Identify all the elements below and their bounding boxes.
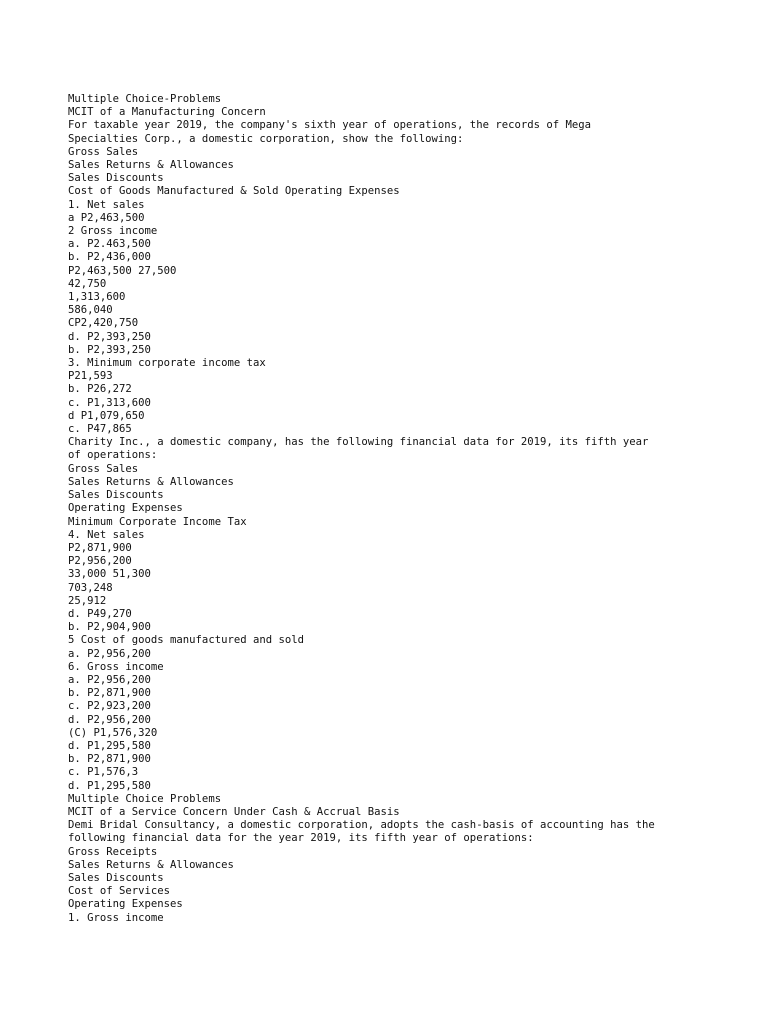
- document-line: Sales Discounts: [68, 489, 164, 502]
- document-line: Specialties Corp., a domestic corporation, show the following:: [68, 132, 464, 145]
- document-line: 1,313,600: [68, 291, 126, 304]
- document-line: d. P2,393,250: [68, 330, 151, 343]
- document-line: 586,040: [68, 304, 113, 317]
- document-line: (C) P1,576,320: [68, 726, 158, 739]
- document-line: Multiple Choice Problems: [68, 792, 222, 805]
- document-line: c. P47,865: [68, 423, 132, 436]
- document-line: a. P2,956,200: [68, 647, 151, 660]
- document-line: d. P49,270: [68, 607, 132, 620]
- document-line: c. P1,576,3: [68, 766, 139, 779]
- document-line: d. P2,956,200: [68, 713, 151, 726]
- document-line: Sales Returns & Allowances: [68, 159, 234, 172]
- document-line: P2,956,200: [68, 555, 132, 568]
- document-line: CP2,420,750: [68, 317, 139, 330]
- document-line: Charity Inc., a domestic company, has the following financial data for 2019, its fifth year: [68, 436, 649, 449]
- document-line: P2,871,900: [68, 541, 132, 554]
- document-line: Gross Sales: [68, 462, 139, 475]
- document-line: b. P2,904,900: [68, 621, 151, 634]
- document-line: Sales Returns & Allowances: [68, 858, 234, 871]
- document-line: For taxable year 2019, the company's sixth year of operations, the records of Mega: [68, 119, 591, 132]
- document-line: 42,750: [68, 277, 107, 290]
- document-line: P2,463,500 27,500: [68, 264, 177, 277]
- document-line: Operating Expenses: [68, 898, 183, 911]
- document-line: Gross Sales: [68, 145, 139, 158]
- document-line: 25,912: [68, 594, 107, 607]
- document-line: 2 Gross income: [68, 225, 158, 238]
- document-line: P21,593: [68, 370, 113, 383]
- document-line: Demi Bridal Consultancy, a domestic corporation, adopts the cash-basis of accounting has the: [68, 819, 655, 832]
- document-line: a. P2.463,500: [68, 238, 151, 251]
- document-line: b. P2,436,000: [68, 251, 151, 264]
- document-line: Sales Discounts: [68, 871, 164, 884]
- document-line: 1. Gross income: [68, 911, 164, 924]
- document-line: 703,248: [68, 581, 113, 594]
- document-line: d P1,079,650: [68, 409, 145, 422]
- document-line: a P2,463,500: [68, 211, 145, 224]
- document-line: d. P1,295,580: [68, 739, 151, 752]
- document-line: MCIT of a Service Concern Under Cash & Accrual Basis: [68, 805, 400, 818]
- document-line: Multiple Choice-Problems: [68, 93, 222, 105]
- document-line: d. P1,295,580: [68, 779, 151, 792]
- document-line: c. P1,313,600: [68, 396, 151, 409]
- document-line: Gross Receipts: [68, 845, 158, 858]
- document-line: 1. Net sales: [68, 198, 145, 211]
- document-line: Sales Returns & Allowances: [68, 475, 234, 488]
- document-line: Operating Expenses: [68, 502, 183, 515]
- document-line: c. P2,923,200: [68, 700, 151, 713]
- document-line: 3. Minimum corporate income tax: [68, 357, 266, 370]
- document-line: 33,000 51,300: [68, 568, 151, 581]
- document-line: b. P2,871,900: [68, 687, 151, 700]
- document-line: of operations:: [68, 449, 158, 462]
- document-line: Minimum Corporate Income Tax: [68, 515, 247, 528]
- document-line: Cost of Services: [68, 885, 171, 898]
- document-line: 6. Gross income: [68, 660, 164, 673]
- document-line: Sales Discounts: [68, 172, 164, 185]
- document-line: 5 Cost of goods manufactured and sold: [68, 634, 304, 647]
- document-line: b. P2,871,900: [68, 753, 151, 766]
- document-line: b. P26,272: [68, 383, 132, 396]
- document-line: a. P2,956,200: [68, 673, 151, 686]
- document-line: Cost of Goods Manufactured & Sold Operating Expenses: [68, 185, 400, 198]
- document-line: 4. Net sales: [68, 528, 145, 541]
- document-line: MCIT of a Manufacturing Concern: [68, 106, 266, 119]
- document-line: b. P2,393,250: [68, 343, 151, 356]
- document-line: following financial data for the year 2019, its fifth year of operations:: [68, 832, 534, 845]
- document-page: [68, 93, 728, 925]
